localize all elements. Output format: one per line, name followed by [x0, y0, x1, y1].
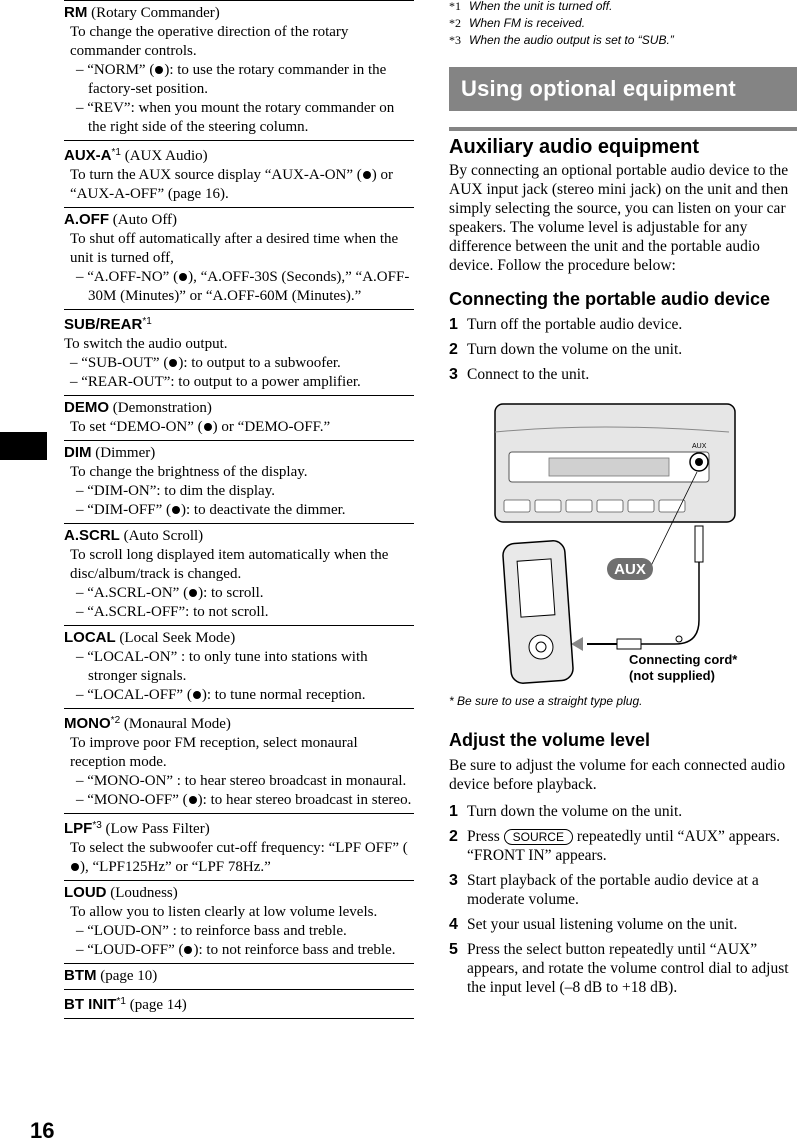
option-item: – “LOUD-OFF” ( ): to not reinforce bass and treble.	[70, 941, 414, 960]
setting-subtitle: (Low Pass Filter)	[101, 821, 210, 837]
adjust-heading: Adjust the volume level	[449, 730, 651, 750]
option-item: – “A.SCRL-OFF”: to not scroll.	[70, 603, 414, 622]
setting-entry	[64, 309, 414, 395]
option-item: – “SUB-OUT” ( ): to output to a subwoofer.	[64, 354, 414, 373]
default-setting-dot	[189, 796, 197, 804]
setting-description	[64, 648, 414, 705]
adjust-step: 5 Press the select button repeatedly until “AUX” appears, and rotate the volume control dial to adjust the input level (–8 dB to +18 dB).	[449, 941, 789, 996]
aux-heading: Auxiliary audio equipment	[449, 136, 700, 158]
setting-term: LPF	[64, 820, 93, 837]
setting-term: LOCAL	[64, 629, 116, 646]
connection-diagram	[449, 392, 797, 692]
settings-list	[64, 0, 414, 1019]
default-setting-dot	[363, 171, 371, 179]
footnote-ref: *1	[142, 316, 152, 327]
default-setting-dot	[193, 691, 201, 699]
setting-title	[64, 210, 414, 230]
setting-term: MONO	[64, 715, 111, 732]
figure-caption: * Be sure to use a straight type plug.	[449, 694, 643, 708]
setting-title	[64, 883, 414, 903]
connection-illustration	[449, 392, 797, 692]
setting-term: BT INIT	[64, 996, 117, 1013]
setting-entry	[64, 440, 414, 523]
cord-label: Connecting cord*	[629, 652, 738, 667]
connect-step: 3 Connect to the unit.	[449, 366, 590, 383]
default-setting-dot	[172, 506, 180, 514]
setting-entry	[64, 813, 414, 880]
option-item: – “MONO-OFF” ( ): to hear stereo broadcast in stereo.	[70, 791, 414, 810]
description-line: To turn the AUX source display “AUX-A-ON” ( ) or “AUX-A-OFF” (page 16).	[70, 167, 394, 202]
setting-title	[64, 711, 414, 734]
description-line: To switch the audio output.	[64, 336, 228, 352]
connect-step: 1 Turn off the portable audio device.	[449, 316, 683, 333]
footnote: *3 When the audio output is set to “SUB.”	[449, 33, 674, 47]
aux-intro: By connecting an optional portable audio device to the AUX input jack (stereo mini jack) on the unit and then simply selecting the source, you can listen on your car speakers. The volume level is adjustable for any difference between the unit and the portable audio device. Follow the procedure below:	[449, 162, 789, 274]
setting-subtitle: (Loudness)	[106, 885, 178, 901]
setting-subtitle: (Monaural Mode)	[120, 716, 231, 732]
setting-description	[64, 734, 414, 810]
setting-subtitle: (Auto Scroll)	[119, 528, 204, 544]
source-button: SOURCE	[504, 829, 573, 845]
page-thumb-tab	[0, 432, 47, 460]
footnote: *1 When the unit is turned off.	[449, 0, 613, 13]
setting-description	[64, 166, 414, 204]
adjust-intro: Be sure to adjust the volume for each connected audio device before playback.	[449, 757, 786, 793]
setting-term: A.OFF	[64, 211, 109, 228]
default-setting-dot	[155, 66, 163, 74]
footnote-ref: *2	[110, 715, 121, 726]
description-line: To set “DEMO-ON” ( ) or “DEMO-OFF.”	[70, 419, 331, 435]
option-item: – “REV”: when you mount the rotary commander on the right side of the steering column.	[70, 99, 414, 137]
setting-description	[64, 903, 414, 960]
footnote-ref: *1	[111, 147, 121, 158]
setting-title	[64, 526, 414, 546]
option-item: – “LOCAL-ON” : to only tune into stations with stronger signals.	[70, 648, 414, 686]
setting-subtitle: (Dimmer)	[91, 445, 156, 461]
setting-subtitle: (Rotary Commander)	[87, 5, 220, 21]
connect-step: 2 Turn down the volume on the unit.	[449, 341, 683, 358]
description-line: To allow you to listen clearly at low volume levels.	[70, 904, 378, 920]
setting-term: DIM	[64, 444, 92, 461]
setting-title	[64, 443, 414, 463]
option-item: – “MONO-ON” : to hear stereo broadcast in monaural.	[70, 772, 414, 791]
setting-term: DEMO	[64, 399, 109, 416]
default-setting-dot	[189, 589, 197, 597]
setting-title	[64, 312, 414, 335]
description-line: To shut off automatically after a desired time when the unit is turned off,	[70, 231, 399, 266]
setting-subtitle: (Local Seek Mode)	[115, 630, 236, 646]
setting-term: A.SCRL	[64, 527, 120, 544]
connect-heading: Connecting the portable audio device	[449, 289, 771, 309]
default-setting-dot	[204, 423, 212, 431]
setting-title	[64, 628, 414, 648]
option-item: – “A.OFF-NO” ( ), “A.OFF-30S (Seconds),” “A.OFF-30M (Minutes)” or “A.OFF-60M (Minutes).”	[70, 268, 414, 306]
setting-description	[64, 335, 414, 392]
option-item: – “NORM” ( ): to use the rotary commander in the factory-set position.	[70, 61, 414, 99]
setting-title	[64, 3, 414, 23]
option-item: – “A.SCRL-ON” ( ): to scroll.	[70, 584, 414, 603]
setting-term: AUX-A	[64, 147, 112, 164]
adjust-step: 2 Press SOURCE repeatedly until “AUX” appears. “FRONT IN” appears.	[449, 828, 780, 864]
footnotes	[449, 0, 797, 49]
page-number: 16	[30, 1118, 55, 1143]
aux-callout-label: AUX	[614, 561, 646, 578]
head-unit-illustration	[495, 404, 735, 522]
option-item: – “LOCAL-OFF” ( ): to tune normal reception.	[70, 686, 414, 705]
setting-term: LOUD	[64, 884, 107, 901]
adjust-step: 1 Turn down the volume on the unit.	[449, 803, 683, 820]
setting-description	[64, 546, 414, 622]
setting-term: BTM	[64, 967, 97, 984]
setting-description	[64, 23, 414, 137]
setting-term: SUB/REAR	[64, 316, 143, 333]
setting-subtitle: (Demonstration)	[109, 400, 212, 416]
option-item: – “LOUD-ON” : to reinforce bass and treble.	[70, 922, 414, 941]
default-setting-dot	[179, 273, 187, 281]
setting-entry	[64, 989, 414, 1019]
option-item: – “DIM-ON”: to dim the display.	[70, 482, 414, 501]
setting-description	[64, 230, 414, 306]
adjust-step: 3 Start playback of the portable audio device at a moderate volume.	[449, 872, 759, 908]
default-setting-dot	[169, 359, 177, 367]
footnote-ref: *1	[116, 996, 126, 1007]
setting-title	[64, 398, 414, 418]
cord-note: (not supplied)	[629, 668, 715, 683]
portable-player-illustration	[502, 540, 574, 684]
option-item: – “REAR-OUT”: to output to a power amplifier.	[64, 373, 414, 392]
setting-entry	[64, 140, 414, 207]
setting-title	[64, 992, 414, 1015]
setting-subtitle: (page 10)	[96, 968, 158, 984]
setting-entry	[64, 880, 414, 963]
setting-entry	[64, 0, 414, 140]
setting-entry	[64, 395, 414, 440]
setting-entry	[64, 207, 414, 309]
right-column	[449, 0, 797, 1003]
adjust-step: 4 Set your usual listening volume on the unit.	[449, 916, 738, 933]
description-line: To change the operative direction of the rotary commander controls.	[70, 24, 349, 59]
setting-description	[64, 463, 414, 520]
default-setting-dot	[184, 946, 192, 954]
description-line: To select the subwoofer cut-off frequency: “LPF OFF” (), “LPF125Hz” or “LPF 78Hz.”	[70, 840, 408, 875]
setting-subtitle: (page 14)	[125, 997, 187, 1013]
footnote: *2 When FM is received.	[449, 16, 586, 30]
setting-title	[64, 816, 414, 839]
jack-label: AUX	[692, 443, 707, 450]
setting-description	[64, 839, 414, 877]
option-item: – “DIM-OFF” ( ): to deactivate the dimmer.	[70, 501, 414, 520]
description-line: To change the brightness of the display.	[70, 464, 308, 480]
setting-subtitle: (Auto Off)	[109, 212, 178, 228]
setting-entry	[64, 523, 414, 625]
setting-entry	[64, 963, 414, 989]
section-banner: Using optional equipment	[449, 67, 797, 111]
setting-description	[64, 418, 414, 437]
setting-title	[64, 143, 414, 166]
setting-subtitle: (AUX Audio)	[120, 148, 208, 164]
description-line: To improve poor FM reception, select monaural reception mode.	[70, 735, 358, 770]
default-setting-dot	[71, 863, 79, 871]
setting-title	[64, 966, 414, 986]
description-line: To scroll long displayed item automatically when the disc/album/track is changed.	[70, 547, 389, 582]
setting-entry	[64, 708, 414, 813]
setting-entry	[64, 625, 414, 708]
footnote-ref: *3	[92, 820, 102, 831]
setting-term: RM	[64, 4, 88, 21]
section-rule	[449, 127, 797, 131]
